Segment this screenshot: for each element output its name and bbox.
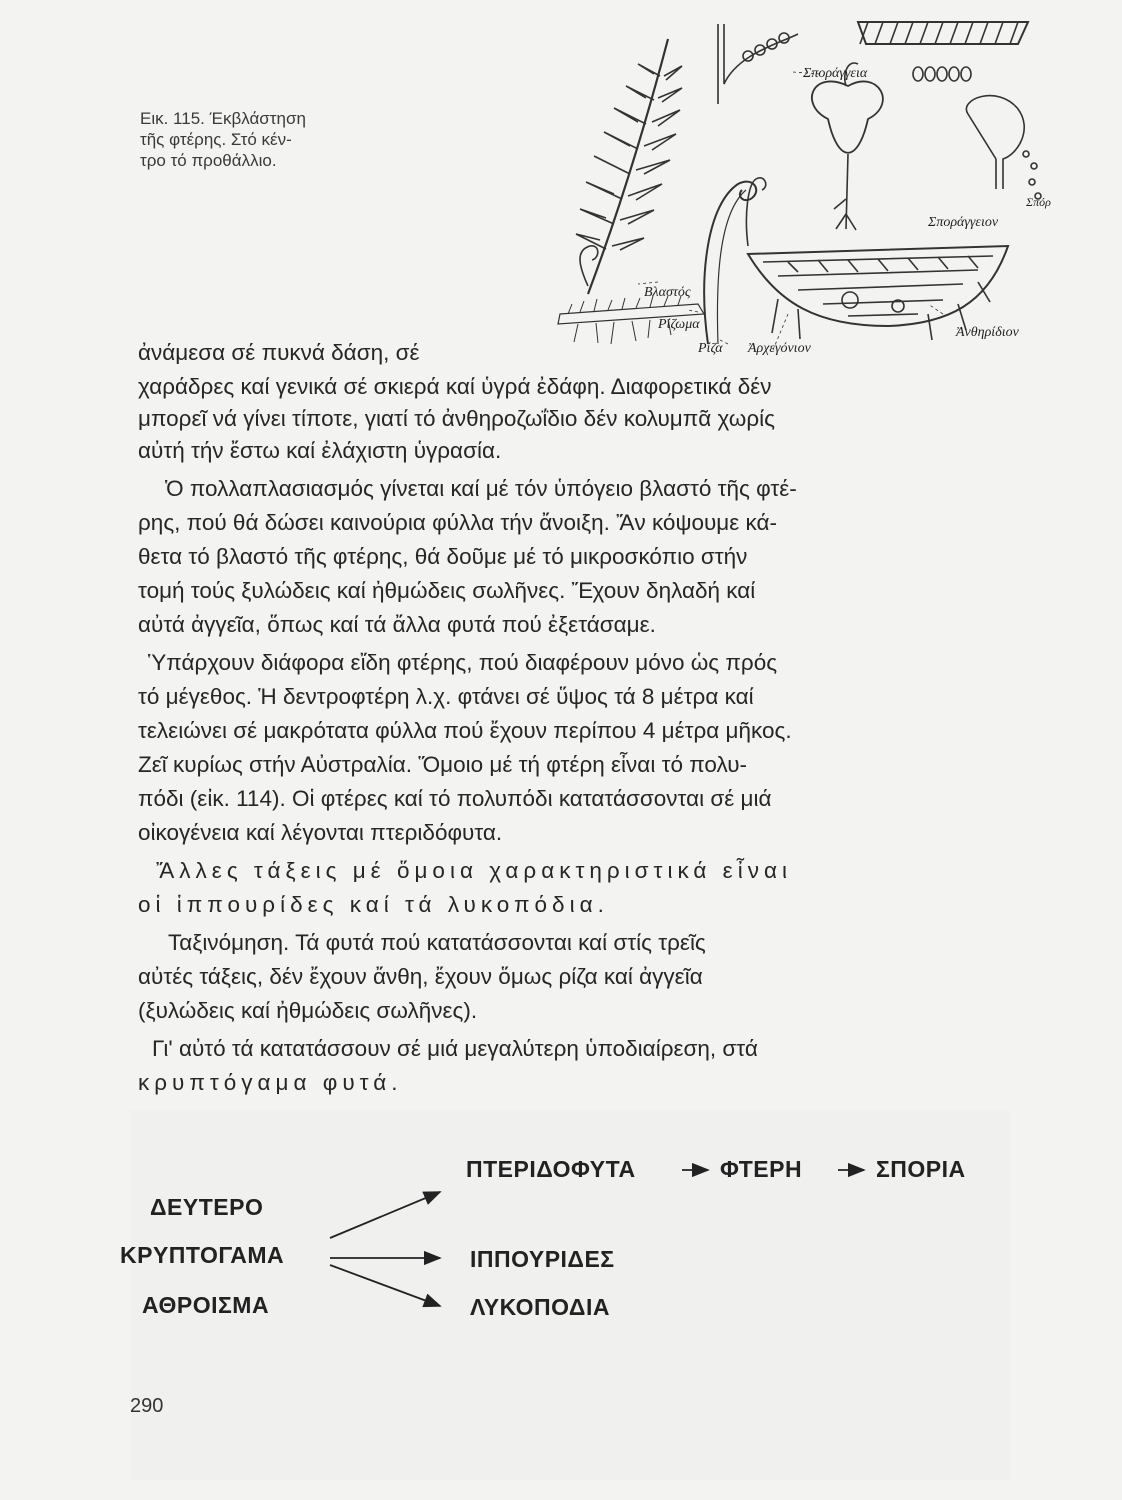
body-line: οἰκογένεια καί λέγονται πτεριδόφυτα. xyxy=(138,820,503,845)
arrow-to-pteridophyta xyxy=(330,1192,440,1238)
arrow-to-lycopodium xyxy=(330,1265,440,1306)
label-rizoma: Ρίζωμα xyxy=(658,317,700,332)
body-line: Ἄλλες τάξεις μέ ὅμοια χαρακτηριστικά εἶναι xyxy=(156,858,792,883)
scheme-chain-spores: ΣΠΟΡΙΑ xyxy=(876,1156,966,1182)
label-blastos: Βλαστός xyxy=(644,285,691,300)
body-line: Ζεῖ κυρίως στήν Αὐστραλία. Ὅμοιο μέ τή φτέρη εἶναι τό πολυ- xyxy=(138,752,748,777)
body-line: Γι' αὐτό τά κατατάσσουν σέ μιά μεγαλύτερη ὑποδιαίρεση, στά xyxy=(152,1036,758,1061)
body-line: οἱ ἱππουρίδες καί τά λυκοπόδια. xyxy=(138,892,609,917)
body-line: αὐτή τήν ἔστω καί ἐλάχιστη ὑγρασία. xyxy=(138,438,502,463)
caption-line: τρο τό προθάλλιο. xyxy=(140,151,277,170)
scheme-source-line: ΑΘΡΟΙΣΜΑ xyxy=(142,1292,270,1318)
caption-line: τῆς φτέρης. Στό κέν- xyxy=(140,130,292,149)
label-archegonio: Ἀρχεγόνιον xyxy=(748,341,811,356)
body-line: Ὁ πολλαπλασιασμός γίνεται καί μέ τόν ὑπόγειο βλαστό τῆς φτέ- xyxy=(165,476,797,501)
scheme-target-pteridophyta: ΠΤΕΡΙΔΟΦΥΤΑ xyxy=(466,1156,636,1182)
label-riza: Ρίζα xyxy=(698,341,723,356)
page-number: 290 xyxy=(130,1395,164,1417)
body-line: (ξυλώδεις καί ἠθμώδεις σωλῆνες). xyxy=(138,998,478,1023)
body-line: Ταξινόμηση. Τά φυτά πού κατατάσσονται καί στίς τρεῖς xyxy=(168,930,706,955)
body-line: τομή τούς ξυλώδεις καί ἠθμώδεις σωλῆνες. Ἔχουν δηλαδή καί xyxy=(138,578,756,603)
body-line: θετα τό βλαστό τῆς φτέρης, θά δοῦμε μέ τό μικροσκόπιο στήν xyxy=(138,544,748,569)
body-line: τελειώνει σέ μακρότατα φύλλα πού ἔχουν περίπου 4 μέτρα μῆκος. xyxy=(138,718,792,743)
label-antheridio: Ἀνθηρίδιον xyxy=(956,325,1019,340)
scheme-chain-fern: ΦΤΕΡΗ xyxy=(720,1156,803,1182)
body-line: Ὑπάρχουν διάφορα εἴδη φτέρης, πού διαφέρουν μόνο ὡς πρός xyxy=(148,650,778,675)
caption-line: Εικ. 115. Έκβλάστηση xyxy=(140,109,306,128)
body-line: αὐτά ἀγγεῖα, ὅπως καί τά ἄλλα φυτά πού ἐξετάσαμε. xyxy=(138,612,656,637)
body-line: τό μέγεθος. Ἡ δεντροφτέρη λ.χ. φτάνει σέ ὕψος τά 8 μέτρα καί xyxy=(138,684,754,709)
scheme-target-lycopodium: ΛΥΚΟΠΟΔΙΑ xyxy=(470,1294,610,1320)
body-line: αὐτές τάξεις, δέν ἔχουν ἄνθη, ἔχουν ὅμως ρίζα καί ἀγγεῖα xyxy=(138,964,703,989)
body-line: ἀνάμεσα σέ πυκνά δάση, σέ xyxy=(138,340,420,365)
label-sporangia: Σποράγγεια xyxy=(803,66,868,81)
body-line: μπορεῖ νά γίνει τίποτε, γιατί τό ἀνθηροζωΐδιο δέν κολυμπᾶ χωρίς xyxy=(138,406,775,431)
label-sporangio: Σποράγγειον xyxy=(928,215,999,230)
scheme-target-equisetum: ΙΠΠΟΥΡΙΔΕΣ xyxy=(470,1246,615,1272)
body-line: χαράδρες καί γενικά σέ σκιερά καί ὑγρά ἐδάφη. Διαφορετικά δέν xyxy=(138,374,772,399)
body-line: ρης, πού θά δώσει καινούρια φύλλα τήν ἄνοιξη. Ἄν κόψουμε κά- xyxy=(138,510,778,535)
body-line: πόδι (εἰκ. 114). Οἱ φτέρες καί τό πολυπόδι κατατάσσονται σέ μιά xyxy=(138,786,772,811)
label-spori: Σπόρ xyxy=(1026,195,1051,209)
scheme-source-line: ΚΡΥΠΤΟΓΑΜΑ xyxy=(120,1242,285,1268)
body-line: κρυπτόγαμα φυτά. xyxy=(138,1070,403,1095)
scheme-source-line: ΔΕΥΤΕΡΟ xyxy=(150,1194,264,1220)
